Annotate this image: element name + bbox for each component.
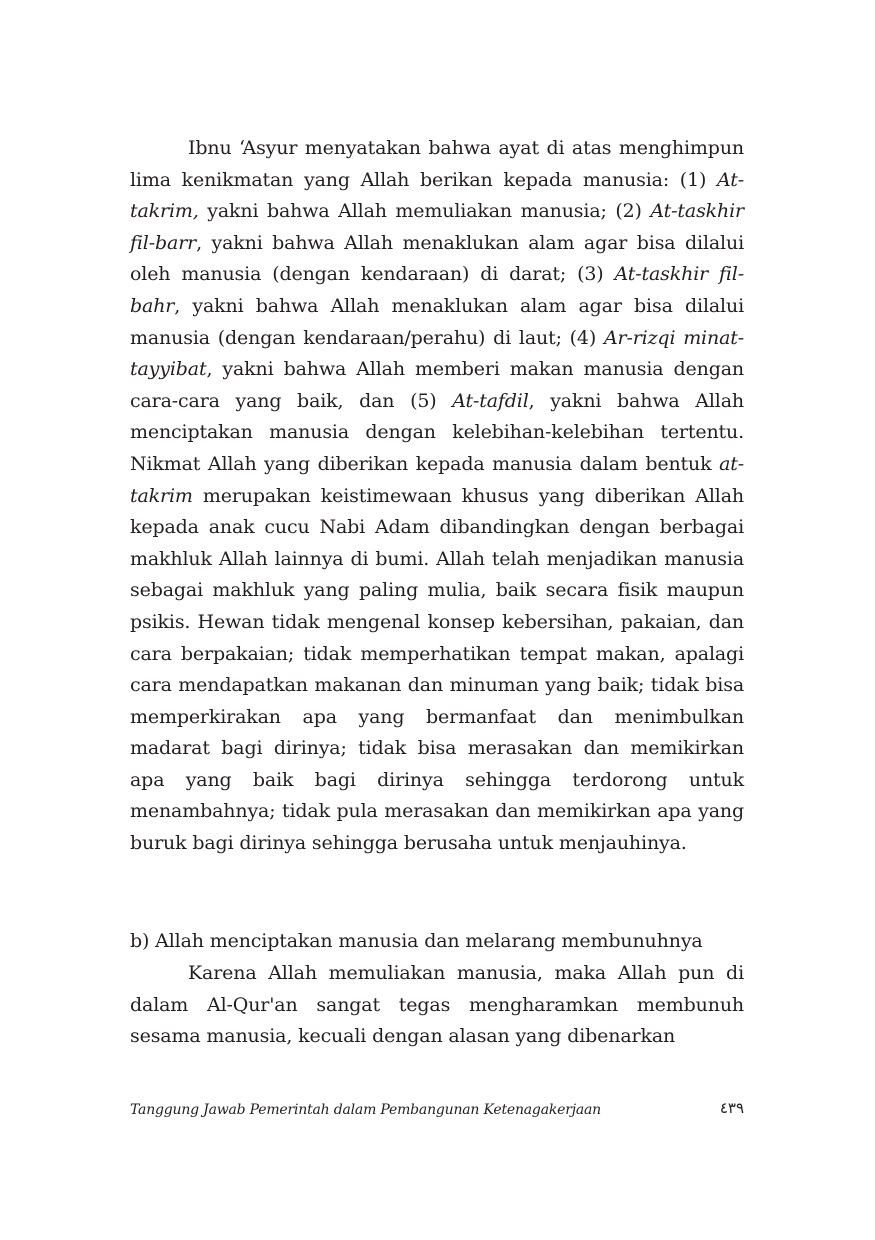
para1-text-5: , yakni bahwa Allah memberi makan manusia dengan cara-cara yang baik, dan (5): [130, 358, 744, 412]
paragraph-karena-allah: [130, 958, 744, 1053]
term-at-takrim-2: at-takrim: [130, 452, 744, 507]
running-title: Tanggung Jawab Pemerintah dalam Pembangunan Ketenagakerjaan: [130, 1102, 601, 1118]
term-at-takrim: At-takrim,: [130, 168, 744, 223]
section-heading-b: b) Allah menciptakan manusia dan melarang membunuhnya: [130, 930, 703, 952]
para1-text-3: , yakni bahwa Allah menaklukan alam agar bisa dilalui oleh manusia (dengan kendaraan) di darat; (3): [130, 231, 744, 286]
para1-text-7: merupakan keistimewaan khusus yang diberikan Allah kepada anak cucu Nabi Adam dibandingkan dengan berbagai makhluk Allah lainnya di bumi. Allah telah menjadikan manusia sebagai makhluk yang paling mulia, baik secara fisik maupun psikis. Hewan tidak mengenal konsep kebersihan, pakaian, dan cara berpakaian; tidak memperhatikan tempat makan, apalagi cara mendapatkan makanan dan minuman yang baik; tidak bisa memperkirakan apa yang bermanfaat dan menimbulkan madarat bagi dirinya; tidak bisa merasakan dan memikirkan apa yang baik bagi dirinya sehingga terdorong untuk menambahnya; tidak pula merasakan dan memikirkan apa yang buruk bagi dirinya sehingga berusaha untuk menjauhinya.: [130, 484, 744, 855]
para1-text-4: , yakni bahwa Allah menaklukan alam agar bisa dilalui manusia (dengan kendaraan/perahu) di laut; (4): [130, 294, 744, 349]
term-at-tafdil: At-tafdil: [452, 389, 529, 412]
para1-text-6: , yakni bahwa Allah menciptakan manusia dengan kelebihan-kelebihan tertentu. Nikmat Allah yang diberikan kepada manusia dalam bentuk: [130, 389, 744, 475]
paragraph-2-text: Karena Allah memuliakan manusia, maka Allah pun di dalam Al-Qur'an sangat tegas mengharamkan membunuh sesama manusia, kecuali dengan alasan yang dibenarkan: [130, 962, 744, 1048]
para1-text-2: yakni bahwa Allah memuliakan manusia; (2): [198, 200, 651, 223]
para1-text-1: Ibnu ‘Asyur menyatakan bahwa ayat di atas menghimpun lima kenikmatan yang Allah berikan kepada manusia: (1): [130, 137, 744, 191]
term-at-taskhir-fil-barr: At-taskhir fil-barr: [130, 200, 744, 254]
page-footer: [130, 1100, 744, 1124]
paragraph-1-text: [130, 133, 744, 860]
page-number: ٤٣٩: [719, 1099, 744, 1117]
paragraph-ibnu-asyur: [130, 133, 744, 860]
term-at-taskhir-fil-bahr: At-taskhir fil-bahr: [130, 263, 744, 317]
term-ar-rizqi-minat-tayyibat: Ar-rizqi minat-tayyibat: [130, 326, 745, 381]
